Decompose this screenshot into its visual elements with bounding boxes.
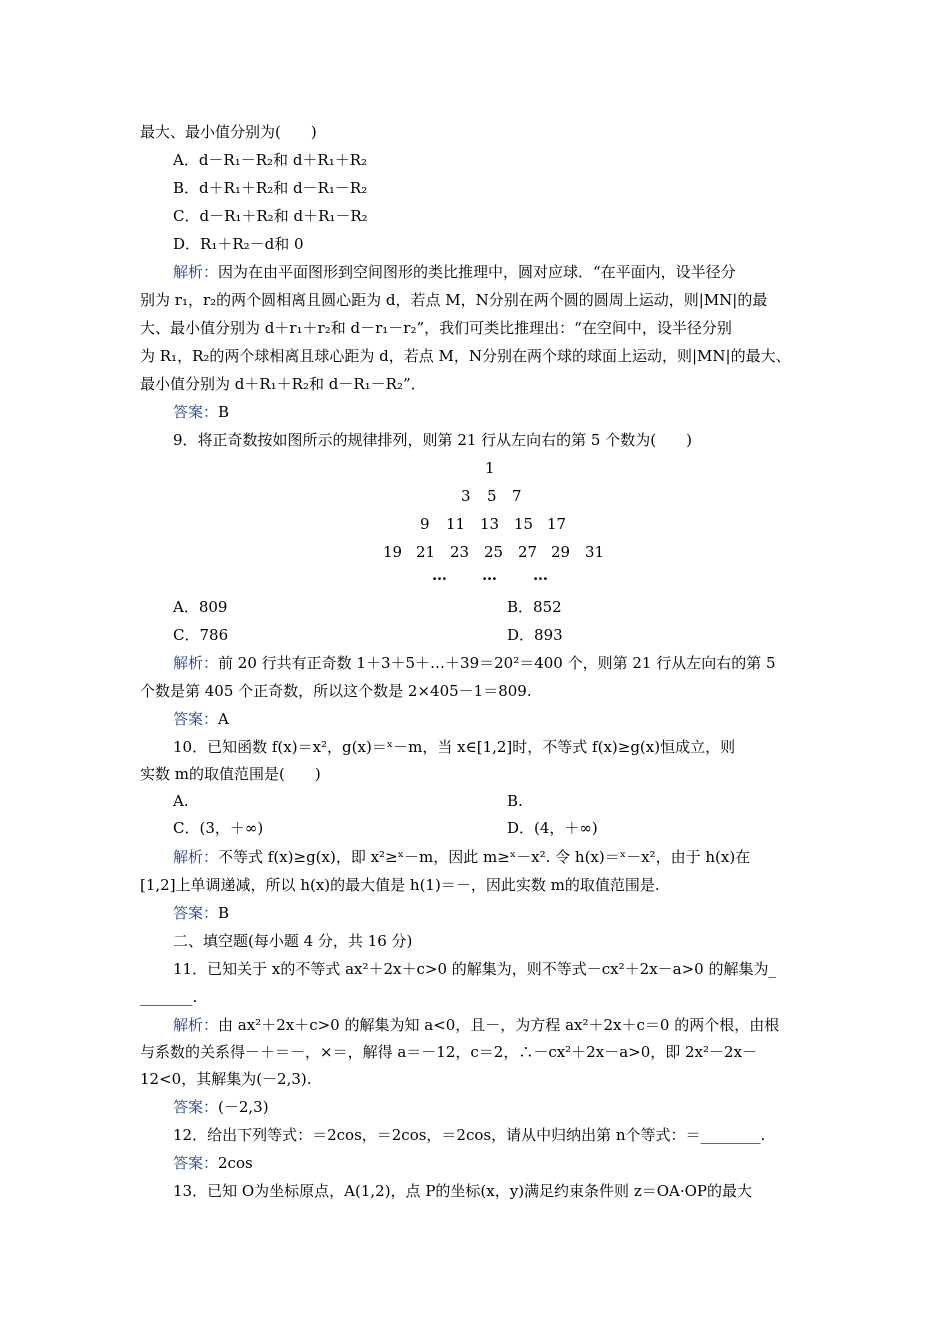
q10-solution-line-1 (173, 847, 750, 867)
triangle-row-3-item: 15 (514, 515, 534, 533)
q8-solution-line-2: 别为 r₁，r₂的两个圆相离且圆心距为 d，若点 M，N分别在两个圆的圆周上运动，则|MN|的最 (140, 291, 768, 309)
triangle-row-4-item: 27 (518, 543, 538, 561)
q11-solution-text-1: 由 ax²＋2x＋c>0 的解集为知 a<0，且－，为方程 ax²＋2x＋c＝0 的两个根，由根 (218, 1016, 780, 1034)
q9-stem: 9．将正奇数按如图所示的规律排列，则第 21 行从左向右的第 5 个数为( ) (173, 431, 692, 449)
q9-answer-label: 答案： (173, 710, 219, 728)
triangle-row-2-item: 5 (487, 487, 497, 505)
q11-answer (173, 1097, 269, 1117)
triangle-row-4-item: 23 (450, 543, 470, 561)
triangle-row-3-item: 9 (420, 515, 430, 533)
triangle-row-4-item: 25 (484, 543, 504, 561)
q10-answer (173, 903, 229, 923)
q8-option-c: C．d－R₁＋R₂和 d＋R₁－R₂ (173, 207, 368, 225)
triangle-row-2-item: 7 (512, 487, 522, 505)
q10-stem-line-1: 10．已知函数 f(x)＝x²，g(x)＝ˣ－m，当 x∈[1,2]时，不等式 f(x)≥g(x)恒成立，则 (173, 738, 736, 756)
q10-answer-value: B (218, 904, 230, 922)
q8-solution-line-3: 大、最小值分别为 d＋r₁＋r₂和 d－r₁－r₂”，我们可类比推理出：“在空间中，设半径分别 (140, 319, 732, 337)
q10-solution-text-1: 不等式 f(x)≥g(x)，即 x²≥ˣ－m，因此 m≥ˣ－x². 令 h(x)＝ˣ－x²，由于 h(x)在 (218, 848, 751, 866)
q8-stem-tail: 最大、最小值分别为( ) (140, 123, 317, 141)
triangle-ellipsis: … (432, 566, 448, 584)
q8-solution-line-1 (173, 262, 736, 282)
q9-solution-label: 解析： (173, 654, 219, 672)
q9-solution-text-1: 前 20 行共有正奇数 1＋3＋5＋…＋39＝20²＝400 个，则第 21 行从左向右的第 5 (218, 654, 776, 672)
q9-solution-line-2: 个数是第 405 个正奇数，所以这个数是 2×405－1＝809. (140, 682, 532, 700)
q10-solution-label: 解析： (173, 848, 219, 866)
q8-option-b: B．d＋R₁＋R₂和 d－R₁－R₂ (173, 179, 368, 197)
q10-option-b: B. (507, 792, 523, 810)
q13-stem: 13．已知 O为坐标原点，A(1,2)，点 P的坐标(x，y)满足约束条件则 z＝OA·OP的最大 (173, 1182, 753, 1200)
q9-option-b: B．852 (507, 598, 562, 616)
triangle-row-3-item: 11 (446, 515, 466, 533)
q8-option-a: A．d－R₁－R₂和 d＋R₁＋R₂ (173, 151, 368, 169)
q9-option-c: C．786 (173, 626, 229, 644)
q11-stem-line-1: 11．已知关于 x的不等式 ax²＋2x＋c>0 的解集为，则不等式－cx²＋2x－a>0 的解集为_ (173, 960, 776, 978)
q11-solution-label: 解析： (173, 1016, 219, 1034)
q12-answer (173, 1153, 253, 1173)
q10-option-a: A. (173, 792, 189, 810)
q11-solution-line-1 (173, 1015, 779, 1035)
triangle-ellipsis: … (482, 566, 498, 584)
q9-solution-line-1 (173, 653, 776, 673)
triangle-row-4-item: 21 (416, 543, 436, 561)
q8-solution-label: 解析： (173, 263, 219, 281)
triangle-row-3-item: 13 (480, 515, 500, 533)
q9-answer (173, 709, 229, 729)
triangle-row-4-item: 29 (551, 543, 571, 561)
section-title: 二、填空题(每小题 4 分，共 16 分) (173, 932, 413, 950)
q10-answer-label: 答案： (173, 904, 219, 922)
q8-option-d: D．R₁＋R₂－d和 0 (173, 235, 304, 253)
q8-answer (173, 402, 229, 422)
q10-option-c: C．(3，＋∞) (173, 819, 264, 837)
q8-answer-value: B (218, 403, 230, 421)
triangle-row-4-item: 19 (383, 543, 403, 561)
triangle-ellipsis: … (533, 566, 549, 584)
q9-option-d: D．893 (507, 626, 563, 644)
q10-solution-line-2: [1,2]上单调递减，所以 h(x)的最大值是 h(1)＝－，因此实数 m的取值范围是. (140, 876, 660, 894)
q11-solution-line-3: 12<0，其解集为(－2,3). (140, 1070, 312, 1088)
q11-solution-line-2: 与系数的关系得－＋＝－，×＝，解得 a＝－12，c＝2，∴－cx²＋2x－a>0，即 2x²－2x－ (140, 1043, 758, 1061)
q8-solution-line-4: 为 R₁，R₂的两个球相离且球心距为 d，若点 M，N分别在两个球的球面上运动，则|MN|的最大、 (140, 347, 791, 365)
triangle-row-3-item: 17 (547, 515, 567, 533)
q8-answer-label: 答案： (173, 403, 219, 421)
q11-stem-line-2: _______. (140, 988, 198, 1006)
q12-answer-label: 答案： (173, 1154, 219, 1172)
q10-stem-line-2: 实数 m的取值范围是( ) (140, 765, 321, 783)
q9-answer-value: A (218, 710, 229, 728)
q11-answer-label: 答案： (173, 1098, 219, 1116)
triangle-row-1-item: 1 (485, 459, 495, 477)
q8-solution-text-1: 因为在由平面图形到空间图形的类比推理中，圆对应球．“在平面内，设半径分 (218, 263, 736, 281)
q8-solution-line-5: 最小值分别为 d＋R₁＋R₂和 d－R₁－R₂”． (140, 375, 426, 393)
q11-answer-value: (－2,3) (218, 1098, 269, 1116)
triangle-row-4-item: 31 (585, 543, 605, 561)
q12-answer-value: 2cos (218, 1154, 253, 1172)
triangle-row-2-item: 3 (461, 487, 471, 505)
q9-option-a: A．809 (173, 598, 228, 616)
q10-option-d: D．(4，＋∞) (507, 819, 598, 837)
q12-stem: 12．给出下列等式：＝2cos，＝2cos，＝2cos，请从中归纳出第 n个等式：＝________. (173, 1126, 766, 1144)
